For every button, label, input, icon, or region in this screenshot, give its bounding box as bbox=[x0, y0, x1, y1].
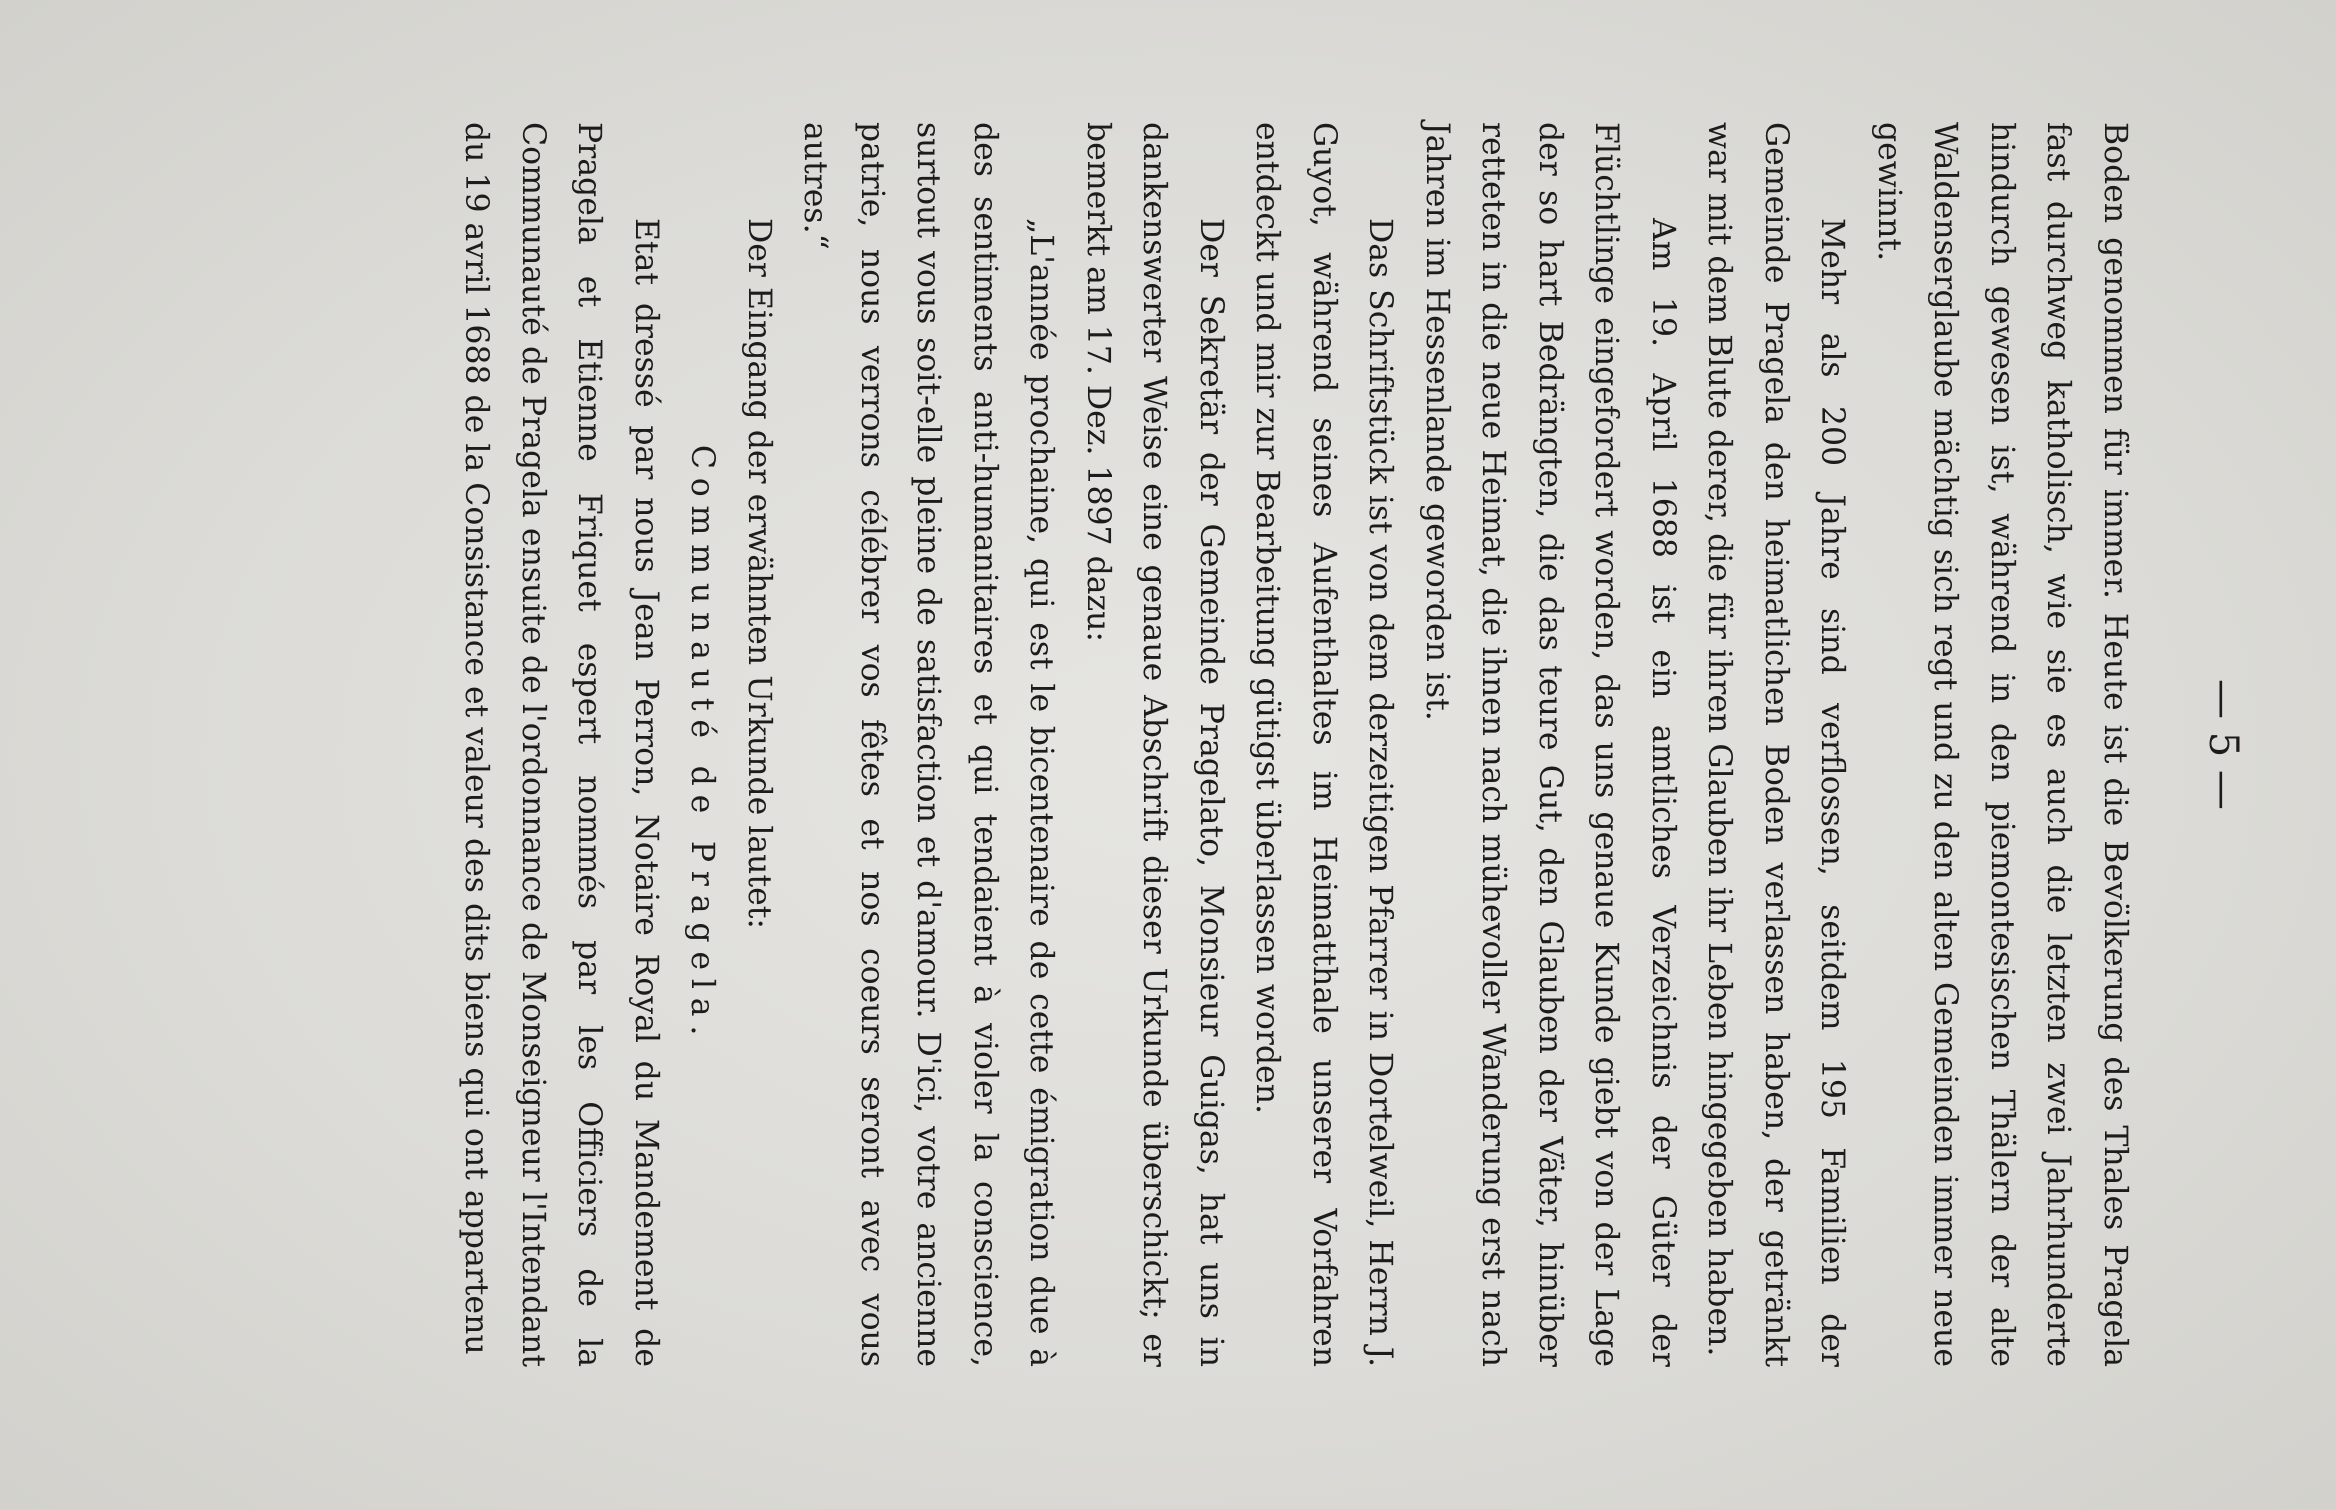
document-heading: Communauté de Pragela. bbox=[684, 444, 721, 1045]
paragraph-1: Boden genommen für immer. Heute ist die Bevölkerung des Thales Pragela fast durchweg katholisch, wie sie es auch die letzten zwei Jahrhunderte hindurch gewesen ist, während in den piemontesischen Thälern der alte Waldenserglaube mächtig sich regt und zu den alten Gemeinden immer neue gewinnt. bbox=[1871, 122, 2133, 1367]
page-body bbox=[448, 122, 2143, 1367]
paragraph-3: Am 19. April 1688 ist ein amtliches Verzeichnis der Güter der Flüchtlinge eingefordert worden, das uns genaue Kunde giebt von der Lage der so hart Bedrängten, die das teure Gut, den Glauben der Väter, hinüber retteten in die neue Heimat, die ihnen nach mühevoller Wanderung erst nach Jahren im Hessenlande geworden ist. bbox=[1419, 122, 1681, 1367]
paragraph-7: Der Eingang der erwähnten Urkunde lautet: bbox=[741, 218, 777, 930]
page-number: — 5 — bbox=[2200, 679, 2246, 810]
paragraph-4: Das Schriftstück ist von dem derzeitigen Pfarrer in Dortelweil, Herrn J. Guyot, während seines Aufenthaltes im Heimatthale unserer Vorfahren entdeckt und mir zur Bearbeitung gütigst überlassen worden. bbox=[1249, 122, 1399, 1367]
paragraph-9: Etat dressé par nous Jean Perron, Notaire Royal du Mandement de Pragela et Etienne Friquet espert nommés par les Officiers de la Communauté de Pragela ensuite de l'ordonnance de Monseigneur l'Intendant du 19 avril 1688 de la Consistance et valeur des dits biens qui ont appartenu bbox=[458, 122, 664, 1367]
paragraph-5: Der Sekretär der Gemeinde Pragelato, Monsieur Guigas, hat uns in dankenswerter Weise eine genaue Abschrift dieser Urkunde überschickt; er bemerkt am 17. Dez. 1897 dazu: bbox=[1080, 122, 1229, 1367]
rotated-page bbox=[105, 122, 2255, 1367]
paragraph-2: Mehr als 200 Jahre sind verflossen, seitdem 195 Familien der Gemeinde Pragela den heimatlichen Boden verlassen haben, der getränkt war mit dem Blute derer, die für ihren Glauben ihr Leben hingegeben haben. bbox=[1701, 122, 1851, 1367]
quotation-paragraph: „L'année prochaine, qui est le bicentenaire de cette émigration due à des sentiments anti-humanitaires et qui tendaient à violer la conscience, surtout vous soit-elle pleine de satisfaction et d'amour. D'ici, votre ancienne patrie, nous verrons célébrer vos fêtes et nos coeurs seront avec vous autres.“ bbox=[797, 122, 1060, 1367]
